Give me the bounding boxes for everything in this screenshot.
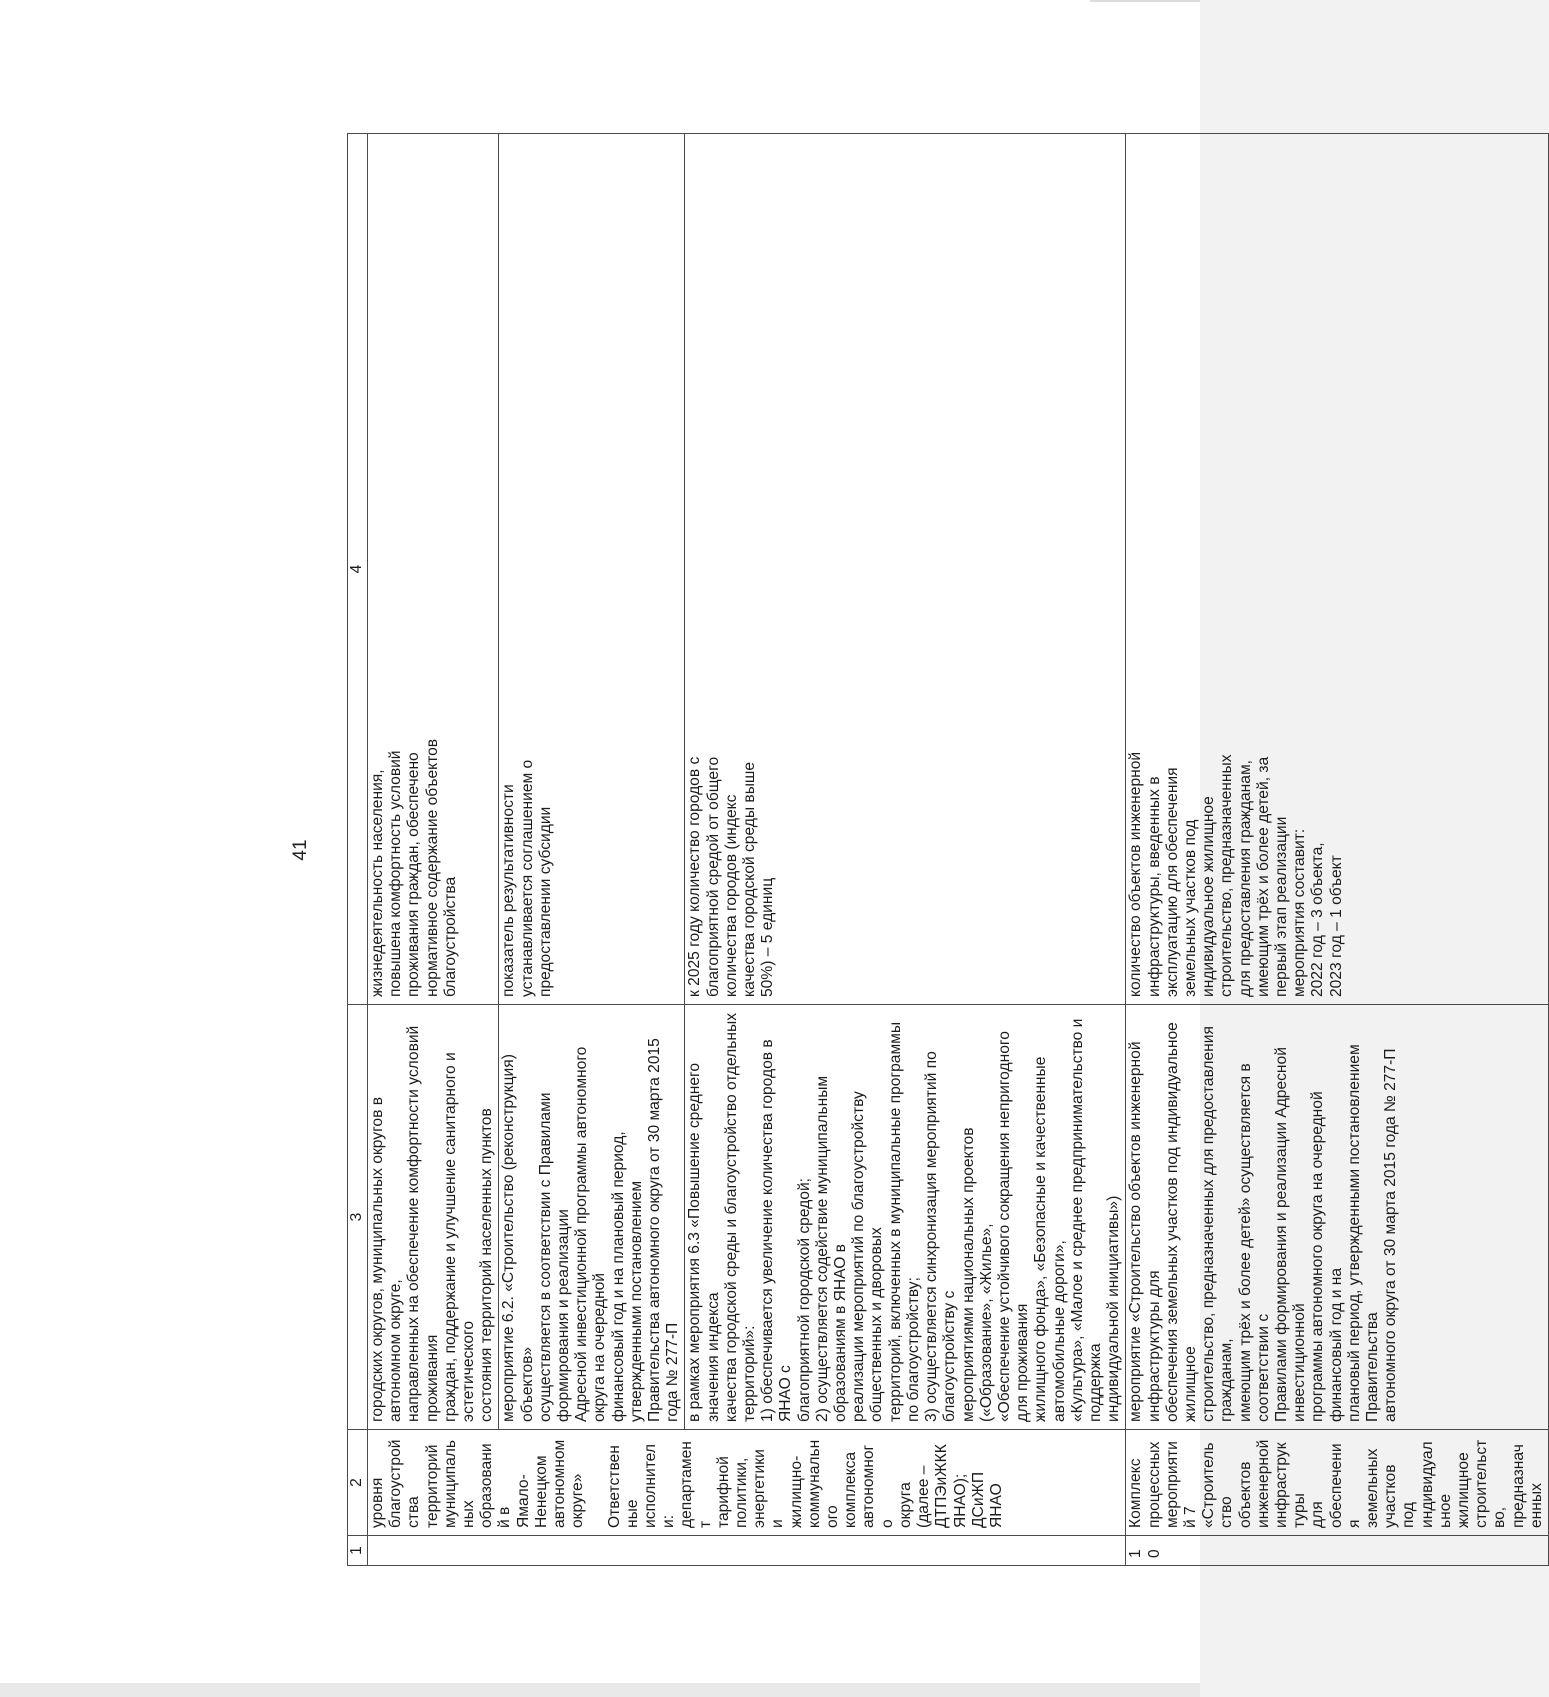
header-col-1: 1	[348, 1536, 368, 1566]
rotated-page-content	[210, 134, 1545, 1566]
row-number	[368, 1536, 1126, 1566]
program-name-cell: уровня благоустройства территорий муниципальных образований в Ямало-Ненецком автономном округе» Ответственные исполнители: департамент тарифной политики, энергетики и жилищно- коммунального комплекса автономного округа (далее – ДТПЭиЖКК ЯНАО); ДСиЖП ЯНАО	[368, 1430, 1126, 1536]
measure-cell: в рамках мероприятия 6.3 «Повышение среднего значения индекса качества городской среды и благоустройство отдельных территорий»: 1) обеспечивается увеличение количества городов в ЯНАО с благоприятной городской средой; 2) осуществляется содействие муниципальным образованиям в ЯНАО в реализации мероприятий по благоустройству общественных и дворовых территорий, включенных в муниципальные программы по благоустройству; 3) осуществляется синхронизация мероприятий по благоустройству с мероприятиями национальных проектов («Образование», «Жилье», «Обеспечение устойчивого сокращения непригодного для проживания жилищного фонда», «Безопасные и качественные автомобильные дороги», «Культура», «Малое и среднее предпринимательство и поддержка индивидуальной инициативы»)	[685, 1005, 1126, 1430]
result-cell: к 2025 году количество городов с благоприятной средой от общего количества городов (индекс качества городской среды выше 50%) – 5 единиц	[685, 134, 1126, 1005]
result-cell: показатель результативности устанавливается соглашением о предоставлении субсидии	[499, 134, 685, 1005]
row-number: 10	[1126, 1536, 1549, 1566]
table-row	[499, 134, 685, 1566]
measure-cell: мероприятие 6.2. «Строительство (реконструкция) объектов» осуществляется в соответствии с Правилами формирования и реализации Адресной инвестиционной программы автономного округа на очередной финансовый год и на плановый период, утвержденными постановлением Правительства автономного округа от 30 марта 2015 года № 277-П	[499, 1005, 685, 1430]
header-col-4: 4	[348, 134, 368, 1005]
page-edge	[1090, 0, 1200, 2]
result-cell: жизнедеятельность населения, повышена комфортность условий проживания граждан, обеспечено нормативное содержание объектов благоустройства	[368, 134, 499, 1005]
page-number: 41	[290, 839, 311, 861]
measures-table	[347, 133, 1549, 1566]
page-bottom-border	[0, 1683, 1200, 1697]
result-cell: количество объектов инженерной инфраструктуры, введенных в эксплуатацию для обеспечения земельных участков под индивидуальное жилищное строительство, предназначенных для предоставления гражданам, имеющим трёх и более детей, за первый этап реализации мероприятия составит: 2022 год – 3 объекта, 2023 год – 1 объект	[1126, 134, 1549, 1005]
program-name-cell: Комплекс процессных мероприятий 7 «Строительство объектов инженерной инфраструктуры для обеспечения земельных участков под индивидуальное жилищное строительство, предназначенных	[1126, 1430, 1549, 1536]
measure-cell: городских округов, муниципальных округов в автономном округе, направленных на обеспечение комфортности условий проживания граждан, поддержание и улучшение санитарного и эстетического состояния территорий населенных пунктов	[368, 1005, 499, 1430]
table-row	[368, 134, 499, 1566]
header-col-2: 2	[348, 1430, 368, 1536]
table-row	[685, 134, 1126, 1566]
table-header-row	[348, 134, 368, 1566]
table-row	[1126, 134, 1549, 1566]
header-col-3: 3	[348, 1005, 368, 1430]
measure-cell: мероприятие «Строительство объектов инженерной инфраструктуры для обеспечения земельных участков под индивидуальное жилищное строительство, предназначенных для предоставления гражданам, имеющим трёх и более детей» осуществляется в соответствии с Правилами формирования и реализации Адресной инвестиционной программы автономного округа на очередной финансовый год и на плановый период, утвержденными постановлением Правительства автономного округа от 30 марта 2015 года № 277-П	[1126, 1005, 1549, 1430]
